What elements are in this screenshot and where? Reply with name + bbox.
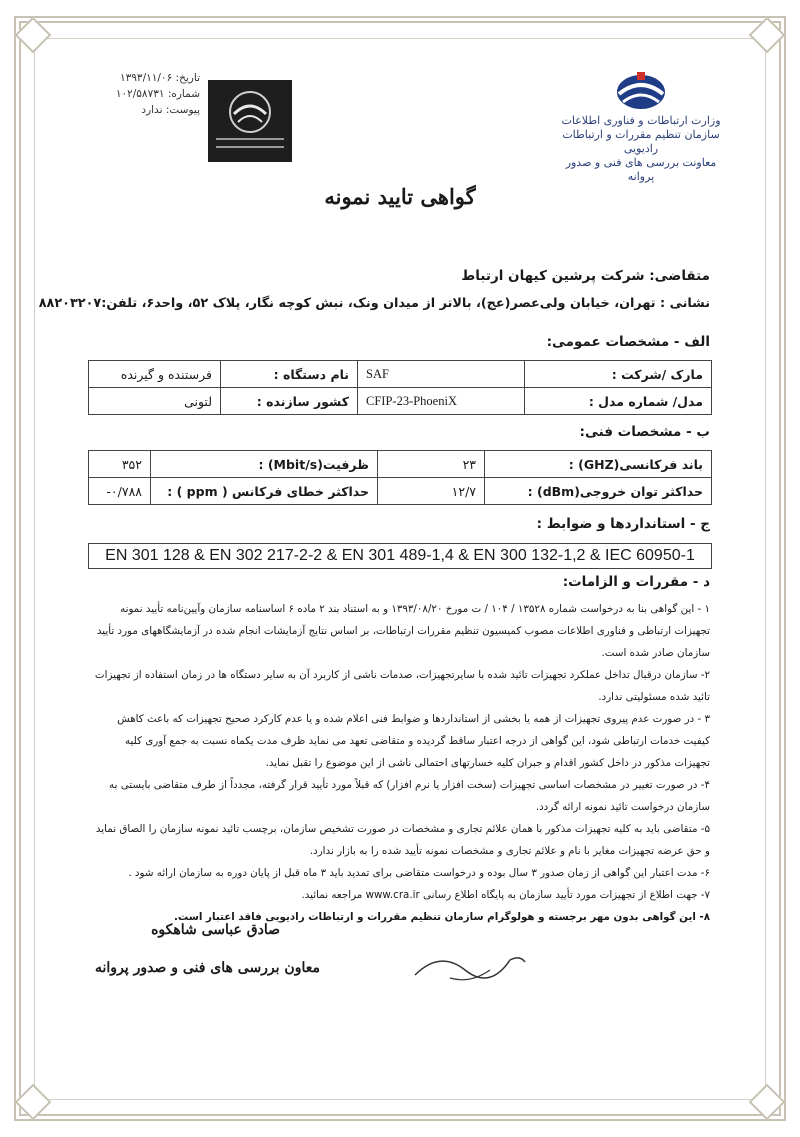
frequency-band-label: باند فرکانسی(GHZ) :	[485, 451, 712, 478]
cra-logo-icon	[609, 70, 673, 114]
section-a-heading: الف - مشخصات عمومی:	[546, 334, 710, 350]
list-item: ۵- متقاضی باید به کلیه تجهیزات مذکور با همان علائم تجاری و مشخصات در صورت تشخیص سازمان، برچسب تائید نمونه سازمان را الصاق نماید و حق عرضه تجهیزات مغایر با نام و علائم تجاری و مشخصات نمونه تأیید شده را به بازار ندارد.	[95, 823, 710, 857]
regulations-list	[90, 598, 710, 928]
general-specs-table	[88, 360, 712, 415]
section-b-heading: ب - مشخصات فنی:	[579, 424, 710, 440]
signatory-name: صادق عباسی شاهکوه	[151, 922, 280, 938]
org-line: سازمان تنظیم مقررات و ارتباطات رادیویی	[562, 128, 720, 155]
hologram-seal-icon	[208, 80, 292, 162]
signatory-role: معاون بررسی های فنی و صدور پروانه	[95, 960, 320, 976]
table-row	[89, 478, 712, 505]
list-item: ۴- در صورت تغییر در مشخصات اساسی تجهیزات (سخت افزار یا نرم افزار) که قبلاً مورد تأیید قرار گرفته، مجدداً از طرف متقاضی بایستی به سازمان درخواست تائید نمونه ارائه گردد.	[109, 779, 710, 813]
organization-header	[556, 70, 726, 184]
document-date: تاریخ: ۱۳۹۳/۱۱/۰۶	[120, 72, 200, 84]
list-item: ۸- این گواهی بدون مهر برجسته و هولوگرام سازمان تنظیم مقررات و ارتباطات رادیویی فاقد اعتبار است.	[173, 911, 710, 923]
max-freq-error-label: حداکثر خطای فرکانس ( ppm ) :	[151, 478, 378, 505]
list-item: ۷- جهت اطلاع از تجهیزات مورد تأیید سازمان به پایگاه اطلاع رسانی www.cra.ir مراجعه نمائید.	[301, 889, 710, 901]
org-line: معاونت بررسی های فنی و صدور پروانه	[565, 156, 717, 183]
max-power-label: حداکثر توان خروجی(dBm) :	[485, 478, 712, 505]
section-d-heading: د - مقررات و الزامات:	[562, 574, 710, 590]
device-name-label: نام دستگاه :	[221, 361, 358, 388]
document-number: شماره: ۱۰۲/۵۸۷۳۱	[115, 88, 200, 100]
org-line: وزارت ارتباطات و فناوری اطلاعات	[561, 114, 721, 127]
table-row	[89, 388, 712, 415]
capacity-value: ۳۵۲	[89, 451, 151, 478]
model-label: مدل/ شماره مدل :	[525, 388, 712, 415]
list-item: ۱ - این گواهی بنا به درخواست شماره ۱۳۵۲۸ / ۱۰۴ / ت مورخ ۱۳۹۳/۰۸/۲۰ و به استناد بند ۲ ماده ۶ اساسنامه سازمان وآیین‌نامه تأیید نمونه تجهیزات ارتباطی و فناوری اطلاعات مصوب کمیسیون تنظیم مقررات ارتباطات، بر اساس نتایج آزمایشات انجام شده در آزمایشگاههای مورد تأیید سازمان صادر شده است.	[96, 603, 710, 659]
list-item: ۶- مدت اعتبار این گواهی از زمان صدور ۳ سال بوده و درخواست متقاضی برای تمدید باید ۳ ماه قبل از پایان دوره به سازمان ارائه شود .	[128, 867, 710, 879]
brand-value: SAF	[358, 361, 525, 388]
document-meta	[80, 70, 200, 118]
table-row	[89, 451, 712, 478]
applicant: متقاضی: شرکت پرشین کیهان ارتباط	[461, 268, 710, 284]
country-label: کشور سازنده :	[221, 388, 358, 415]
list-item: ۲- سازمان درقبال تداخل عملکرد تجهیزات تائید شده با سایرتجهیزات، صدمات ناشی از کاربرد آن به سایر دستگاه ها در زمان استفاده از تجهیزات تائید شده مسئولیتی ندارد.	[94, 669, 710, 703]
document-attachment: پیوست: ندارد	[141, 104, 200, 116]
frequency-band-value: ۲۳	[378, 451, 485, 478]
address: نشانی : تهران، خیابان ولی‌عصر(عج)، بالاتر از میدان ونک، نبش کوچه نگار، پلاک ۵۲، واحد۶، تلفن:۸۸۲۰۳۲۰۷	[38, 296, 710, 311]
brand-label: مارک /شرکت :	[525, 361, 712, 388]
standards-box: EN 301 128 & EN 302 217-2-2 & EN 301 489-1,4 & EN 300 132-1,2 & IEC 60950-1	[88, 543, 712, 569]
handwritten-signature-icon	[410, 940, 530, 994]
list-item: ۳ - در صورت عدم پیروی تجهیزات از همه یا بخشی از استانداردها و ضوابط فنی اعلام شده و یا عدم کارکرد صحیح تجهیزات که باعث کاهش کیفیت خدمات ارتباطی شود، این گواهی از درجه اعتبار ساقط گردیده و متقاضی تعهد می نماید ظرف مدت یکماه نسبت به جمع آوری کلیه تجهیزات مذکور در داخل کشور اقدام و جبران کلیه خسارتهای احتمالی ناشی از این موضوع را تقبل نماید.	[117, 713, 710, 769]
page-title: گواهی تایید نمونه	[324, 184, 476, 209]
table-row	[89, 361, 712, 388]
section-c-heading: ج - استانداردها و ضوابط :	[536, 516, 710, 532]
max-freq-error-value: -۰/۷۸۸	[89, 478, 151, 505]
model-value: CFIP-23-PhoeniX	[358, 388, 525, 415]
max-power-value: ۱۲/۷	[378, 478, 485, 505]
country-value: لتونی	[89, 388, 221, 415]
capacity-label: ظرفیت(Mbit/s) :	[151, 451, 378, 478]
device-name-value: فرستنده و گیرنده	[89, 361, 221, 388]
technical-specs-table	[88, 450, 712, 505]
